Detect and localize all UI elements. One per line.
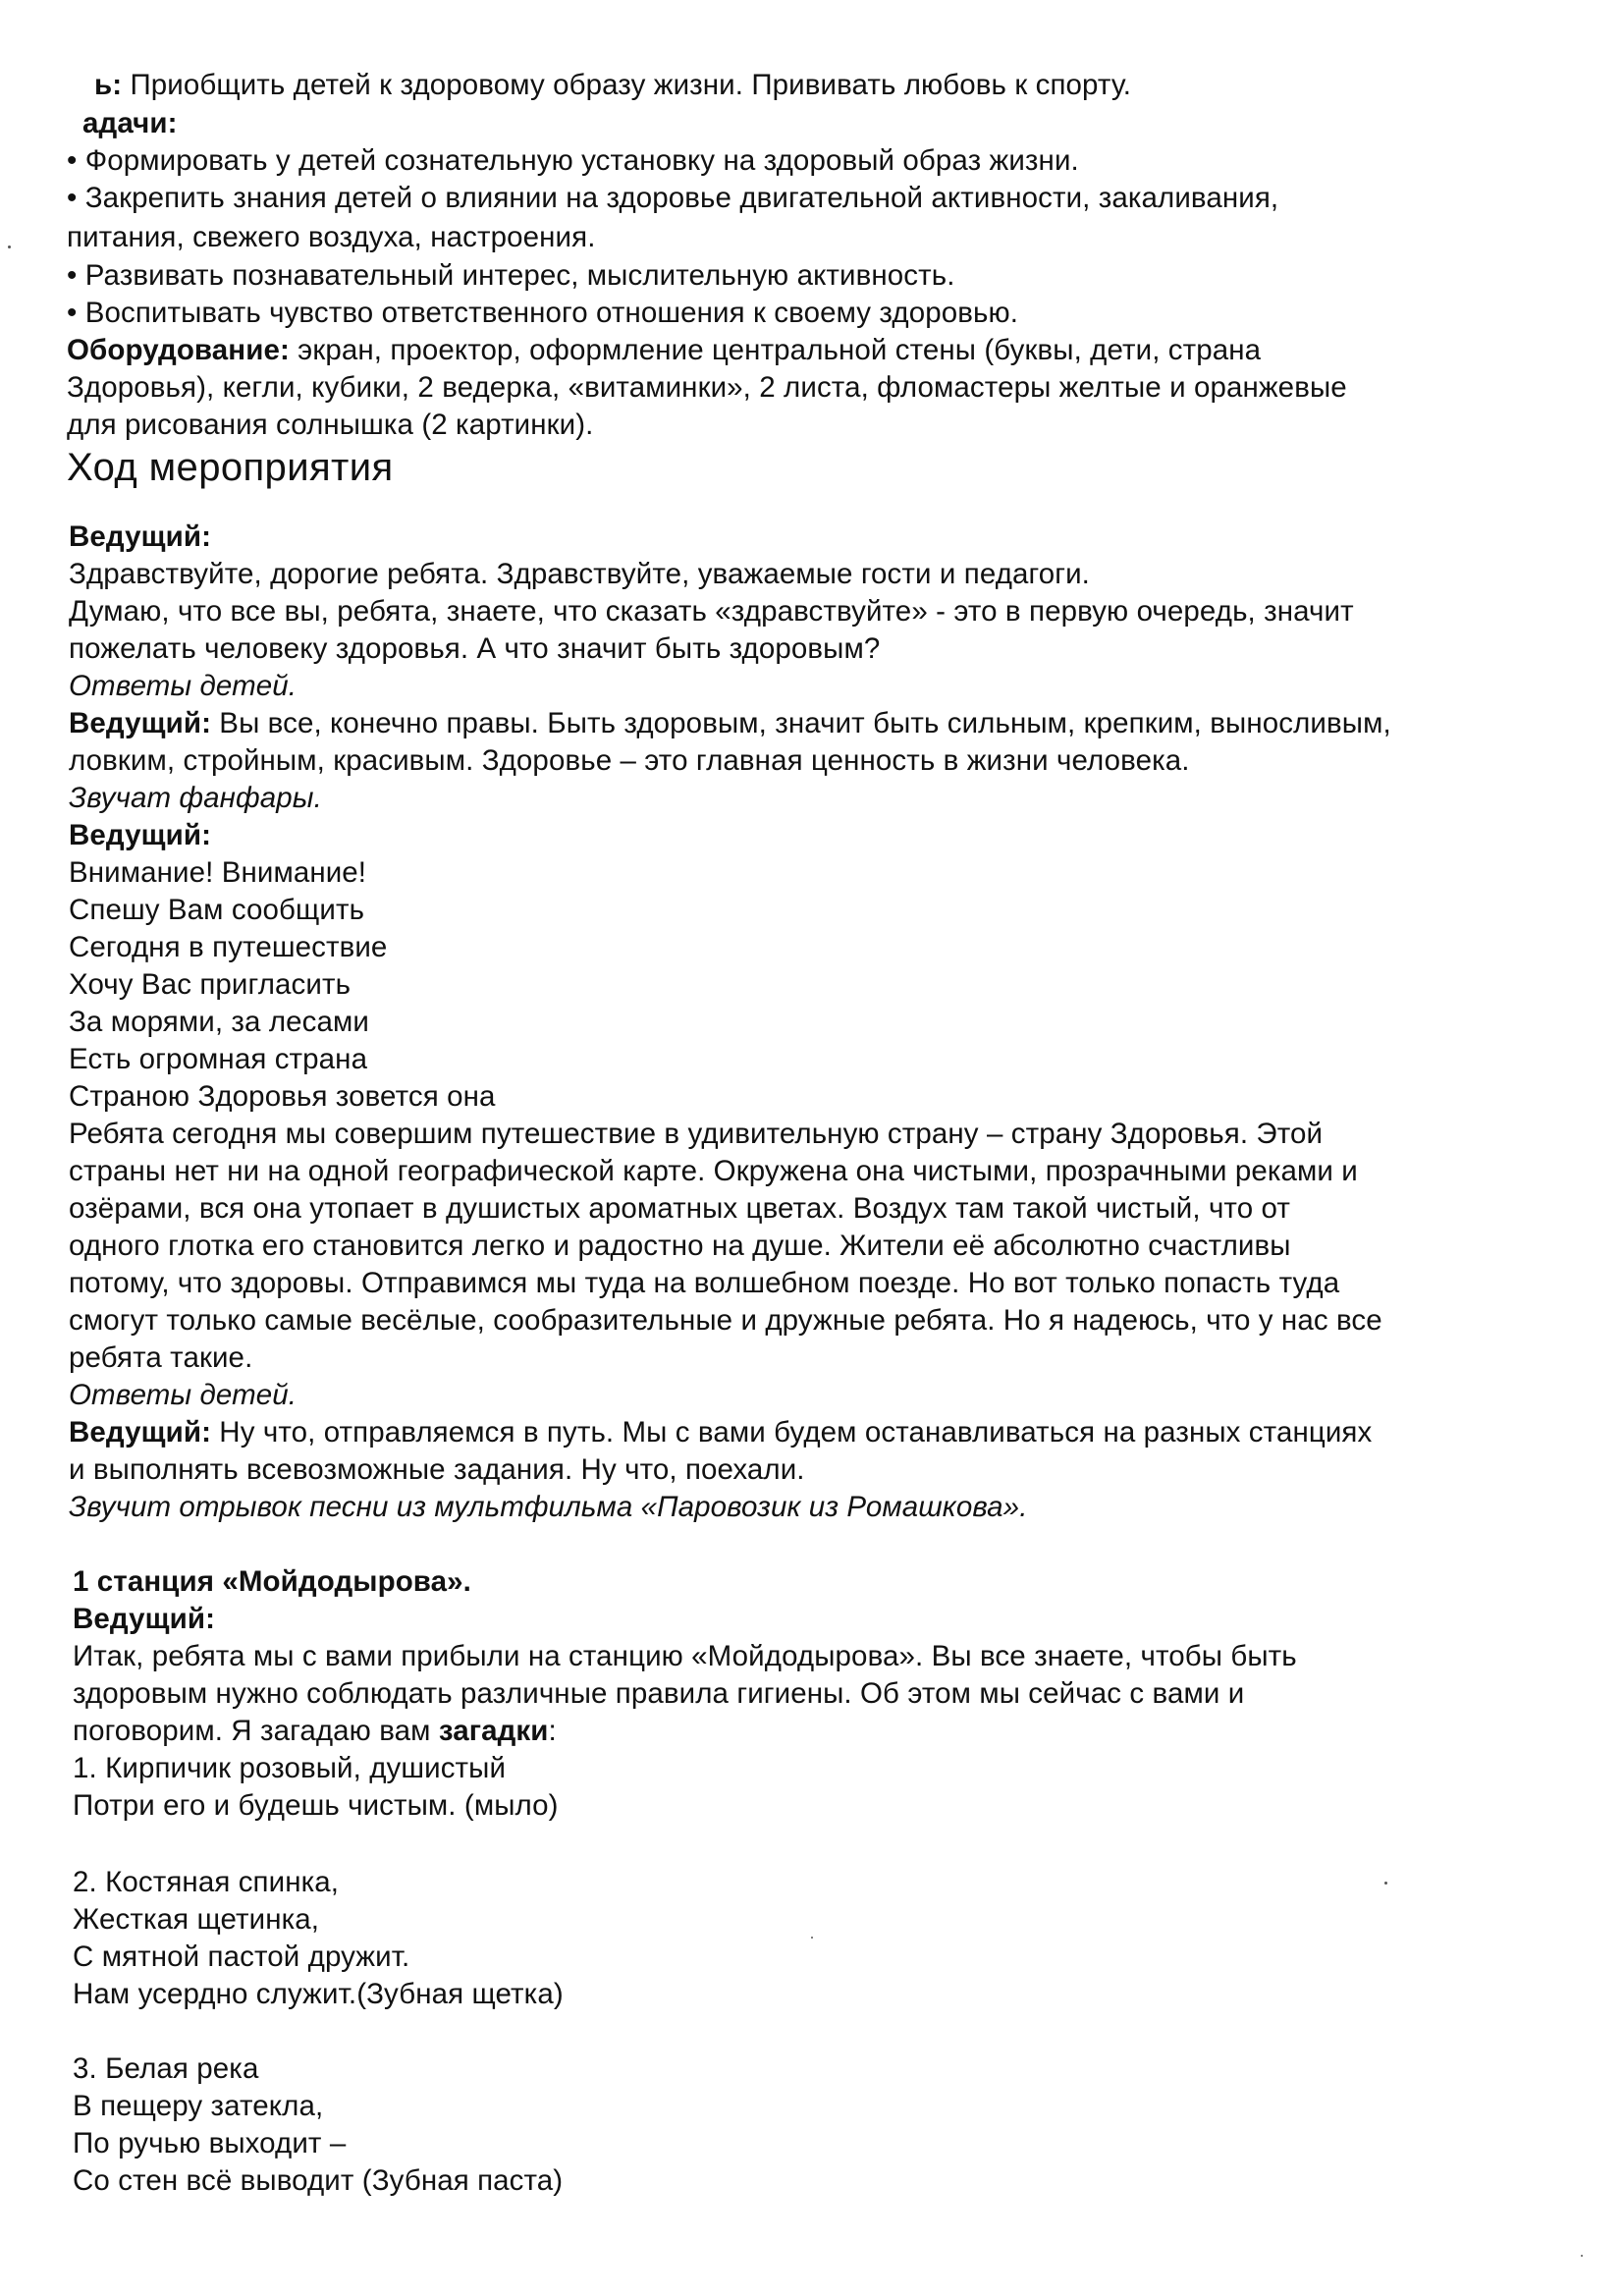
goal-label: ь: — [94, 69, 123, 101]
tasks-label: адачи: — [82, 107, 178, 139]
equipment-label: Оборудование: — [67, 334, 290, 366]
poem-line: Спешу Вам сообщить — [69, 894, 365, 926]
paragraph-line: Итак, ребята мы с вами прибыли на станцию «Мойдодырова». Вы все знаете, чтобы быть — [73, 1640, 1297, 1672]
riddles-intro: поговорим. Я загадаю вам — [73, 1715, 439, 1747]
scan-speck — [1384, 1882, 1387, 1885]
paragraph-line: смогут только самые весёлые, сообразительные и дружные ребята. Но я надеюсь, что у нас все — [69, 1304, 1382, 1337]
poem-line: Есть огромная страна — [69, 1043, 368, 1075]
stage-direction: Звучит отрывок песни из мультфильма «Паровозик из Ромашкова». — [69, 1491, 1028, 1523]
task-item: питания, свежего воздуха, настроения. — [67, 221, 596, 253]
paragraph-line — [73, 1713, 557, 1750]
equipment-line: Здоровья), кегли, кубики, 2 ведерка, «витаминки», 2 листа, фломастеры желтые и оранжевые — [67, 371, 1347, 404]
scan-speck — [8, 246, 11, 248]
equipment-line: для рисования солнышка (2 картинки). — [67, 409, 594, 441]
paragraph-line: здоровым нужно соблюдать различные правила гигиены. Об этом мы сейчас с вами и — [73, 1677, 1245, 1710]
host-reply-line — [69, 1414, 1372, 1451]
poem-line: Страною Здоровья зовется она — [69, 1080, 496, 1113]
host-label: Ведущий: — [69, 707, 211, 739]
paragraph-line: Думаю, что все вы, ребята, знаете, что сказать «здравствуйте» - это в первую очередь, значит — [69, 595, 1354, 628]
paragraph-line: ребята такие. — [69, 1341, 253, 1374]
reply-text: Ну что, отправляемся в путь. Мы с вами будем останавливаться на разных станциях — [211, 1416, 1373, 1449]
poem-line: Сегодня в путешествие — [69, 931, 388, 963]
equipment-line — [67, 332, 1261, 369]
poem-line: Внимание! Внимание! — [69, 856, 367, 889]
stage-direction: Ответы детей. — [69, 670, 298, 702]
riddle-line: Потри его и будешь чистым. (мыло) — [73, 1789, 559, 1822]
paragraph-line: озёрами, вся она утопает в душистых ароматных цветах. Воздух там такой чистый, что от — [69, 1192, 1290, 1225]
host-label: Ведущий: — [69, 1416, 211, 1449]
riddle-line: 1. Кирпичик розовый, душистый — [73, 1752, 507, 1784]
task-item: • Формировать у детей сознательную установку на здоровый образ жизни. — [67, 144, 1079, 177]
station-title: 1 станция «Мойдодырова». — [73, 1565, 471, 1598]
poem-line: Хочу Вас пригласить — [69, 968, 352, 1001]
host-label: Ведущий: — [69, 819, 211, 851]
reply-text: Вы все, конечно правы. Быть здоровым, значит быть сильным, крепким, выносливым, — [211, 707, 1391, 739]
riddle-line: Жесткая щетинка, — [73, 1903, 320, 1936]
riddle-line: Нам усердно служит.(Зубная щетка) — [73, 1978, 564, 2010]
paragraph-line: Здравствуйте, дорогие ребята. Здравствуйте, уважаемые гости и педагоги. — [69, 558, 1090, 590]
riddle-line: С мятной пастой дружит. — [73, 1941, 410, 1973]
paragraph-line: одного глотка его становится легко и радостно на душе. Жители её абсолютно счастливы — [69, 1230, 1291, 1262]
riddles-word: загадки — [438, 1715, 549, 1747]
task-item: • Закрепить знания детей о влиянии на здоровье двигательной активности, закаливания, — [67, 182, 1279, 214]
goal-line — [94, 67, 1131, 104]
paragraph-line: и выполнять всевозможные задания. Ну что, поехали. — [69, 1453, 805, 1486]
section-heading: Ход мероприятия — [67, 446, 394, 489]
paragraph-line: потому, что здоровы. Отправимся мы туда на волшебном поезде. Но вот только попасть туда — [69, 1267, 1340, 1299]
paragraph-line: пожелать человеку здоровья. А что значит быть здоровым? — [69, 632, 881, 665]
riddle-line: По ручью выходит – — [73, 2127, 347, 2159]
riddle-line: 3. Белая река — [73, 2052, 259, 2085]
riddle-line: Со стен всё выводит (Зубная паста) — [73, 2164, 564, 2197]
host-label: Ведущий: — [73, 1603, 215, 1635]
goal-text: Приобщить детей к здоровому образу жизни. Прививать любовь к спорту. — [122, 69, 1132, 101]
task-item: • Развивать познавательный интерес, мыслительную активность. — [67, 259, 955, 292]
scan-speck — [811, 1937, 813, 1939]
paragraph-line: ловким, стройным, красивым. Здоровье – это главная ценность в жизни человека. — [69, 744, 1190, 777]
poem-line: За морями, за лесами — [69, 1006, 369, 1038]
riddles-colon: : — [548, 1715, 557, 1747]
stage-direction: Ответы детей. — [69, 1379, 298, 1411]
paragraph-line: Ребята сегодня мы совершим путешествие в удивительную страну – страну Здоровья. Этой — [69, 1118, 1324, 1150]
task-item: • Воспитывать чувство ответственного отношения к своему здоровью. — [67, 297, 1019, 329]
scan-speck — [1581, 2255, 1583, 2257]
equipment-text: экран, проектор, оформление центральной стены (буквы, дети, страна — [289, 334, 1262, 366]
host-reply-line — [69, 705, 1391, 742]
stage-direction: Звучат фанфары. — [69, 782, 322, 814]
riddle-line: 2. Костяная спинка, — [73, 1866, 340, 1898]
paragraph-line: страны нет ни на одной географической карте. Окружена она чистыми, прозрачными реками и — [69, 1155, 1358, 1187]
host-label: Ведущий: — [69, 520, 211, 553]
riddle-line: В пещеру затекла, — [73, 2090, 324, 2122]
